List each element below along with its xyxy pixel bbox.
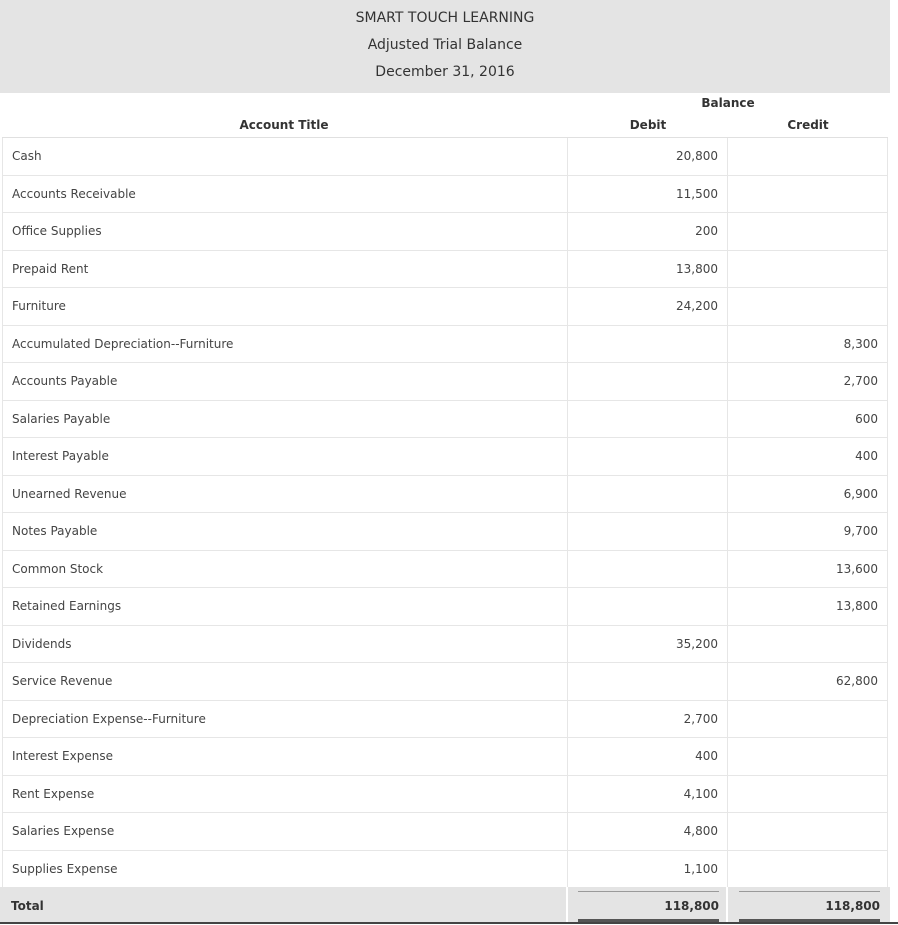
credit-cell: 8,300	[728, 326, 888, 364]
account-name-cell: Notes Payable	[2, 513, 568, 551]
table-row	[2, 588, 888, 626]
debit-total-top-rule	[578, 891, 719, 892]
account-name-cell: Depreciation Expense--Furniture	[2, 701, 568, 739]
credit-cell	[728, 701, 888, 739]
debit-cell: 4,100	[568, 776, 728, 814]
account-name-cell: Interest Expense	[2, 738, 568, 776]
credit-cell	[728, 776, 888, 814]
credit-cell	[728, 738, 888, 776]
account-name-cell: Salaries Expense	[2, 813, 568, 851]
credit-cell	[728, 851, 888, 889]
credit-cell	[728, 813, 888, 851]
table-row	[2, 176, 888, 214]
report-title: Adjusted Trial Balance	[367, 37, 523, 53]
debit-cell	[568, 513, 728, 551]
account-name-cell: Furniture	[2, 288, 568, 326]
credit-cell	[728, 288, 888, 326]
debit-cell	[568, 363, 728, 401]
credit-cell: 6,900	[728, 476, 888, 514]
credit-cell	[728, 138, 888, 176]
bottom-border	[0, 922, 898, 924]
table-row	[2, 513, 888, 551]
credit-cell	[728, 251, 888, 289]
credit-cell: 13,600	[728, 551, 888, 589]
total-credit: 118,800	[825, 899, 880, 913]
debit-cell	[568, 663, 728, 701]
table-row	[2, 363, 888, 401]
total-debit: 118,800	[664, 899, 719, 913]
credit-cell: 62,800	[728, 663, 888, 701]
company-name: SMART TOUCH LEARNING	[355, 10, 535, 26]
debit-cell	[568, 401, 728, 439]
debit-header: Debit	[629, 118, 667, 132]
report-date: December 31, 2016	[375, 64, 515, 80]
account-name-cell: Accounts Payable	[2, 363, 568, 401]
table-row	[2, 138, 888, 176]
debit-cell: 1,100	[568, 851, 728, 889]
debit-cell: 13,800	[568, 251, 728, 289]
table-row	[2, 813, 888, 851]
credit-cell	[728, 176, 888, 214]
credit-cell	[728, 213, 888, 251]
debit-cell: 24,200	[568, 288, 728, 326]
balance-header: Balance	[701, 96, 755, 110]
account-name-cell: Unearned Revenue	[2, 476, 568, 514]
table-row	[2, 626, 888, 664]
debit-cell: 20,800	[568, 138, 728, 176]
table-row	[2, 288, 888, 326]
table-row	[2, 326, 888, 364]
table-row	[2, 738, 888, 776]
credit-cell: 13,800	[728, 588, 888, 626]
credit-cell	[728, 626, 888, 664]
account-name-cell: Dividends	[2, 626, 568, 664]
account-title-header: Account Title	[239, 118, 329, 132]
credit-total-top-rule	[739, 891, 880, 892]
account-name-cell: Service Revenue	[2, 663, 568, 701]
table-row	[2, 851, 888, 889]
trial-balance-table	[2, 138, 888, 888]
debit-cell	[568, 326, 728, 364]
account-name-cell: Salaries Payable	[2, 401, 568, 439]
account-name-cell: Office Supplies	[2, 213, 568, 251]
account-name-cell: Accounts Receivable	[2, 176, 568, 214]
table-row	[2, 701, 888, 739]
debit-cell: 35,200	[568, 626, 728, 664]
debit-cell: 4,800	[568, 813, 728, 851]
credit-cell: 9,700	[728, 513, 888, 551]
debit-cell	[568, 551, 728, 589]
debit-cell	[568, 438, 728, 476]
credit-header: Credit	[787, 118, 829, 132]
debit-cell	[568, 588, 728, 626]
debit-cell: 200	[568, 213, 728, 251]
table-row	[2, 438, 888, 476]
table-row	[2, 776, 888, 814]
debit-cell: 11,500	[568, 176, 728, 214]
table-row	[2, 251, 888, 289]
account-name-cell: Supplies Expense	[2, 851, 568, 889]
report-header	[0, 0, 890, 93]
account-name-cell: Common Stock	[2, 551, 568, 589]
debit-cell: 400	[568, 738, 728, 776]
table-row	[2, 401, 888, 439]
debit-cell	[568, 476, 728, 514]
account-name-cell: Cash	[2, 138, 568, 176]
credit-cell: 400	[728, 438, 888, 476]
table-row	[2, 476, 888, 514]
total-label: Total	[11, 899, 44, 913]
table-row	[2, 213, 888, 251]
account-name-cell: Prepaid Rent	[2, 251, 568, 289]
credit-cell: 600	[728, 401, 888, 439]
account-name-cell: Interest Payable	[2, 438, 568, 476]
account-name-cell: Rent Expense	[2, 776, 568, 814]
table-row	[2, 551, 888, 589]
table-row	[2, 663, 888, 701]
credit-cell: 2,700	[728, 363, 888, 401]
account-name-cell: Accumulated Depreciation--Furniture	[2, 326, 568, 364]
debit-cell: 2,700	[568, 701, 728, 739]
total-row	[0, 887, 890, 923]
account-name-cell: Retained Earnings	[2, 588, 568, 626]
